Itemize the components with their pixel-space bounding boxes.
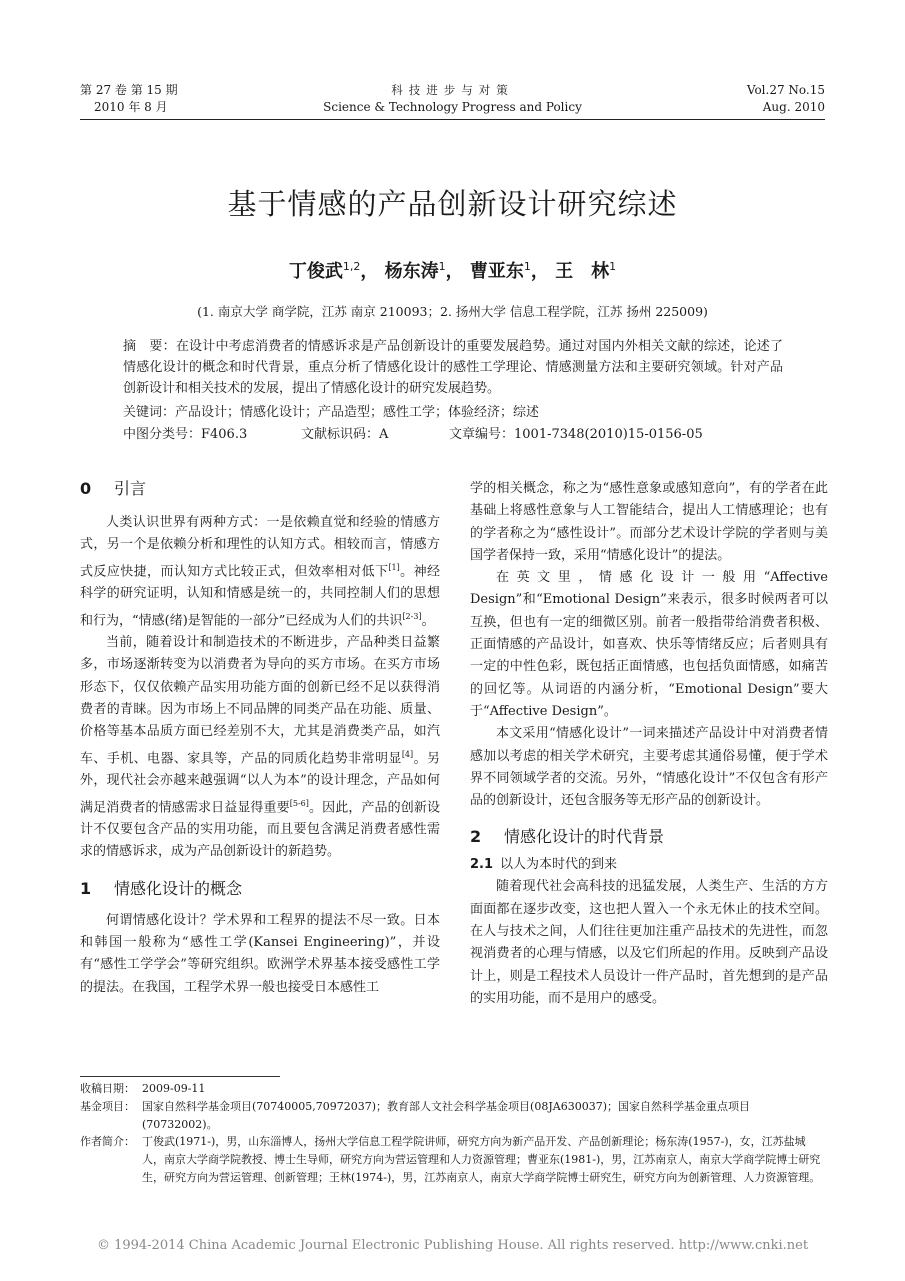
abstract-label: 摘 要： xyxy=(123,339,176,354)
citation: [2-3] xyxy=(402,611,422,621)
paper-title: 基于情感的产品创新设计研究综述 xyxy=(227,187,678,221)
paragraph: 随着现代社会高科技的迅猛发展，人类生产、生活的方方面面都在逐步改变，这也把人置入一个永无休止的技术空间。在人与技术之间，人们往往更加注重产品技术的先进性，而忽视消费者的心理与情感，以及它们所起的作用。反映到产品设计上，则是工程技术人员设计一件产品时，首先想到的是产品的实用功能，而不是用户的感受。 xyxy=(470,879,828,1006)
section-heading-0: 0 引言 xyxy=(80,479,147,498)
author: 曹亚东$^1$， xyxy=(469,260,549,282)
footnote-rule xyxy=(80,1076,280,1077)
volume-issue-en: Vol.27 No.15 xyxy=(746,83,825,97)
citation: [1] xyxy=(388,562,400,572)
section-heading-1: 1 情感化设计的概念 xyxy=(80,878,243,898)
document-code: 文献标识码：A xyxy=(301,427,389,442)
footnote-fund: 基金项目： 国家自然科学基金项目(70740005,70972037)；教育部人文社会科学基金项目(08JA630037)；国家自然科学基金重点项目(70732002)。 xyxy=(80,1100,750,1131)
author-list xyxy=(0,257,905,283)
running-header-left xyxy=(80,82,178,116)
running-header-center xyxy=(300,82,605,116)
volume-issue: 第 27 卷 第 15 期 xyxy=(80,83,178,97)
footnote-author-bio: 作者简介： 丁俊武(1971-)，男，山东淄博人，扬州大学信息工程学院讲师，研究方向为新产品开发、产品创新理论；杨东涛(1957-)，女，江苏盐城人，南京大学商学院教授、博士生导师，研究方向为营运管理和人力资源管理；曹亚东(1981-)，男，江苏南京人，南京大学商学院博士研究生，研究方向为营运管理、创新管理；王林(1974-)，男，江苏南京人，南京大学商学院博士研究生，研究方向为创新管理、人力资源管理。 xyxy=(80,1135,821,1184)
citation: [4] xyxy=(401,749,414,759)
journal-name-cn: 科技进步与对策 xyxy=(391,83,514,97)
issue-date-en: Aug. 2010 xyxy=(762,100,825,114)
paragraph: 本文采用“情感化设计”一词来描述产品设计中对消费者情感加以考虑的相关学术研究，主要考虑其通俗易懂，便于学术界不同领域学者的交流。另外，“情感化设计”不仅包含有形产品的创新设计，还包含服务等无形产品的创新设计。 xyxy=(470,726,828,809)
left-column xyxy=(80,478,440,999)
keywords-text: 产品设计；情感化设计；产品造型；感性工学；体验经济；综述 xyxy=(175,405,540,420)
issue-date: 2010 年 8 月 xyxy=(94,100,168,114)
classification-line xyxy=(123,424,783,445)
citation: [5-6] xyxy=(289,798,309,808)
running-header-right xyxy=(747,82,825,116)
abstract-text: 在设计中考虑消费者的情感诉求是产品创新设计的重要发展趋势。通过对国内外相关文献的综述，论述了情感化设计的概念和时代背景，重点分析了情感化设计的感性工学理论、情感测量方法和主要研究领域。针对产品创新设计和相关技术的发展，提出了情感化设计的研究发展趋势。 xyxy=(123,339,783,396)
keywords-label: 关键词： xyxy=(123,405,176,420)
author: 王 林$^1$ xyxy=(555,260,617,282)
section-heading-2: 2 情感化设计的时代背景 xyxy=(470,827,665,847)
abstract xyxy=(123,336,783,399)
article-number: 文章编号：1001-7348(2010)15-0156-05 xyxy=(449,427,703,442)
paragraph: 何谓情感化设计？学术界和工程界的提法不尽一致。日本和韩国一般称为“感性工学(Kansei Engineering)”，并设有“感性工学学会”等研究组织。欧洲学术界基本接受感性工学的提法。在我国，工程学术界一般也接受日本感性工 xyxy=(80,912,440,995)
journal-name-en: Science & Technology Progress and Policy xyxy=(323,100,582,114)
clc-number: 中图分类号：F406.3 xyxy=(123,427,248,442)
subsection-heading-2-1: 2.1 以人为本时代的到来 xyxy=(470,857,618,873)
header-rule xyxy=(80,119,825,120)
copyright-notice: © 1994-2014 China Academic Journal Electronic Publishing House. All rights reserved. http://www.cnki.net xyxy=(96,1238,809,1253)
paragraph: 学的相关概念，称之为“感性意象或感知意向”，有的学者在此基础上将感性意象与人工智能结合，提出人工情感理论；也有的学者称之为“感性设计”。而部分艺术设计学院的学者则与美国学者保持一致，采用“情感化设计”的提法。 xyxy=(470,481,828,563)
paragraph: 在英文里，情感化设计一般用“Affective Design”和“Emotional Design”来表示，很多时候两者可以互换，但也有一定的细微区别。前者一般指带给消费者积极、正面情感的产品设计，如喜欢、快乐等情绪反应；后者则具有一定的中性色彩，既包括正面情感，也包括负面情感，如痛苦的回忆等。从词语的内涵分析，“Emotional Design”要大于“Affective Design”。 xyxy=(470,570,828,719)
affiliation: (1. 南京大学 商学院，江苏 南京 210093；2. 扬州大学 信息工程学院，江苏 扬州 225009) xyxy=(197,304,708,319)
author: 杨东涛$^1$， xyxy=(384,260,464,282)
footnote-received: 收稿日期： 2009-09-11 xyxy=(80,1082,206,1095)
right-column xyxy=(470,478,828,1010)
keywords xyxy=(123,402,783,423)
paragraph: 当前，随着设计和制造技术的不断进步，产品种类日益繁多，市场逐渐转变为以消费者为导向的买方市场。在买方市场形态下，仅仅依赖产品实用功能方面的创新已经不足以获得消费者的青睐。因为市场上不同品牌的同类产品在功能、质量、价格等基本品质方面已经差别不大，尤其是消费类产品，如汽车、手机、电器、家具等，产品的同质化趋势非常明显[4]。另外，现代社会亦越来越强调“以人为本”的设计理念，产品如何满足消费者的情感需求日益显得重要[5-6]。因此，产品的创新设计不仅要包含产品的实用功能，而且要包含满足消费者感性需求的情感诉求，成为产品创新设计的新趋势。 xyxy=(80,635,440,860)
paragraph: 人类认识世界有两种方式：一是依赖直觉和经验的情感方式，另一个是依赖分析和理性的认知方式。相较而言，情感方式反应快捷，而认知方式比较正式，但效率相对低下[1]。神经科学的研究证明，认知和情感是统一的，共同控制人们的思想和行为，“情感(绪)是智能的一部分”已经成为人们的共识[2-3]。 xyxy=(80,515,440,628)
author: 丁俊武$^{1,2}$， xyxy=(288,260,379,282)
